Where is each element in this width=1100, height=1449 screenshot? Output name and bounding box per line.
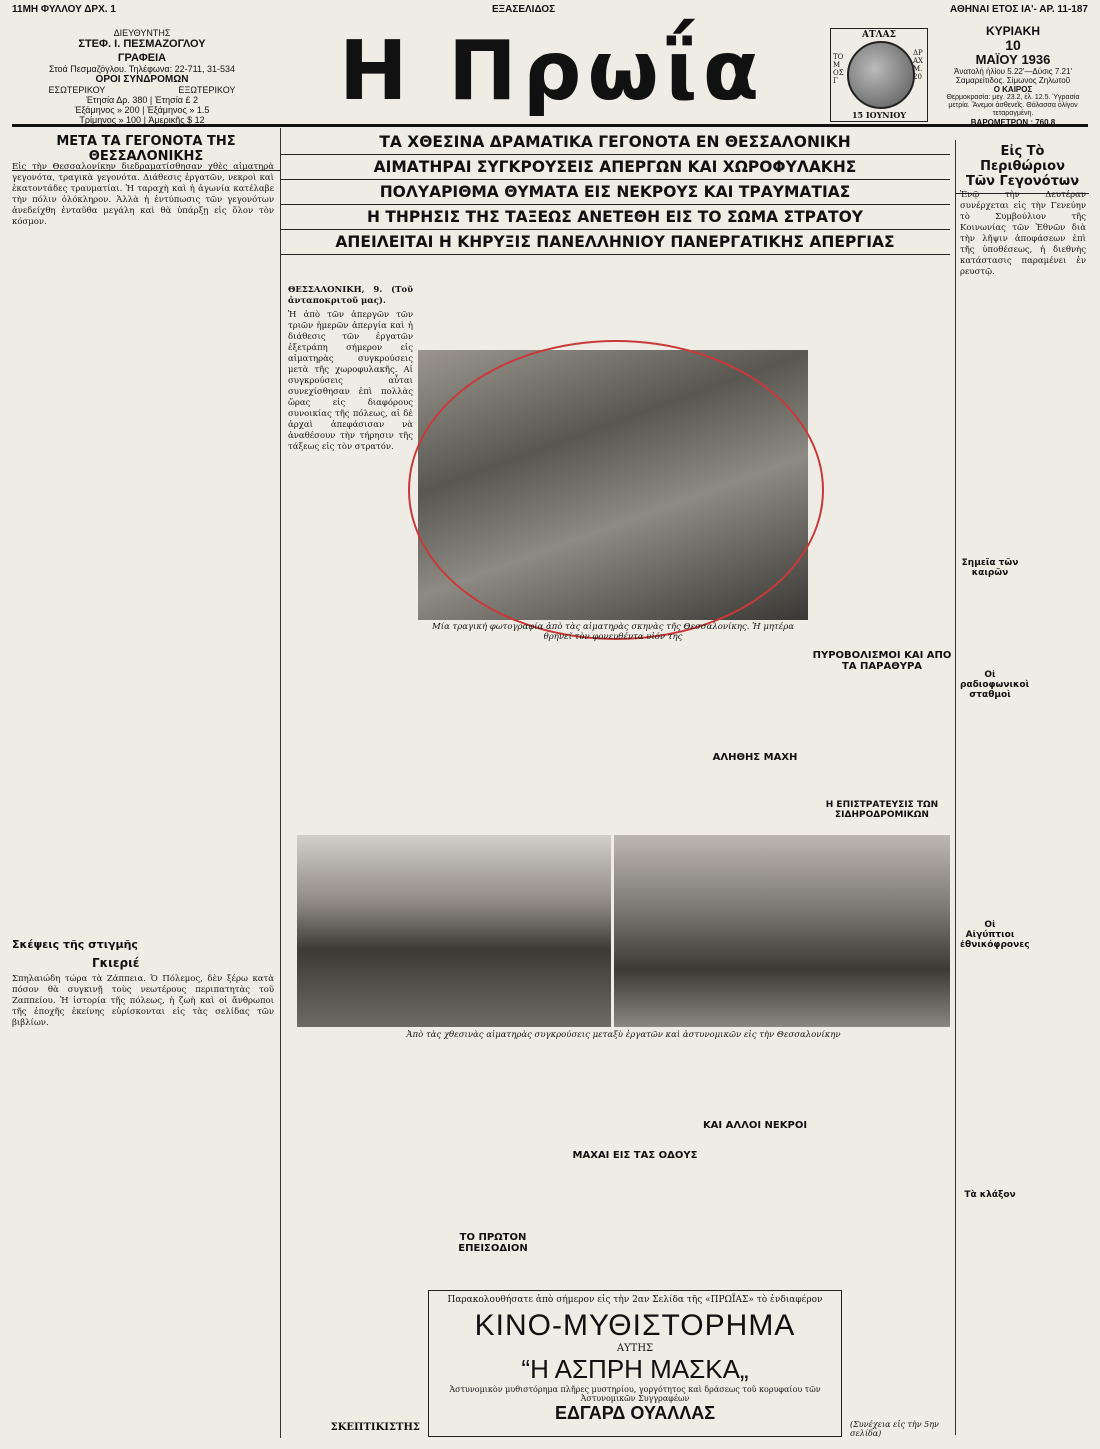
right-side-heading: Τὰ κλάξον <box>964 1190 1016 1200</box>
main-paragraph: Ἡ ἀπὸ τῶν ἀπεργῶν τῶν τριῶν ἡμερῶν ἀπεργία καὶ ἡ διάθεσις τῶν ἐργατῶν ἐξετράπη σήμερον εἰς αἱματηρὰς συγκρούσεις μετὰ τῆς χωροφυλακῆς. Αἱ συγκρούσεις αὗται συνεχίσθησαν ἐπὶ πολλὰς ὥρας εἰς διαφόρους συνοικίας τῆς πόλεως, αἱ δὲ ἀρχαὶ ἀπεφάσισαν νὰ ἀναθέσουν τὴν τήρησιν τῆς τάξεως εἰς τὸν στρατόν. <box>288 310 413 452</box>
rate-row: Ἑξάμηνος » 200 | Ἑξάμηνος » 1.5 <box>74 105 210 115</box>
issue-price: 11ΜΗ ΦΥΛΛΟΥ ΔΡΧ. 1 <box>12 4 116 15</box>
right-heading-2: Τῶν Γεγονότων <box>956 174 1089 194</box>
subscriptions-label: ΟΡΟΙ ΣΥΝΔΡΟΜΩΝ <box>95 74 189 85</box>
right-heading-1: Εἰς Τὸ Περιθώριον <box>980 144 1065 174</box>
section-heading-mobilization: Η ΕΠΙΣΤΡΑΤΕΥΣΙΣ ΤΩΝ ΣΙΔΗΡΟΔΡΟΜΙΚΩΝ <box>825 800 939 820</box>
feature-text <box>12 974 274 1424</box>
left-article-paragraph: Εἰς τὴν Θεσσαλονίκην διεδραματίσθησαν χθὲς αἱματηρὰ γεγονότα, τραγικὰ γεγονότα. Διάθεσις ἐργατῶν, νεκροὶ καὶ ἐκατοντάδες τραυματίαι. Ἡ ταραχὴ καὶ ἡ ἀγωνία κατέλαβε τὴν πόλιν ὁλόκληρον. Ἀλλὰ ἡ ἐντύπωσις τῶν γεγονότων ἀνεδείχθη ἐνταῦθα μεγάλη καὶ θὰ ὑπάρξῃ εἰς ὅλον τὸν κόσμον. <box>12 162 274 227</box>
headline: ΑΙΜΑΤΗΡΑΙ ΣΥΓΚΡΟΥΣΕΙΣ ΑΠΕΡΓΩΝ ΚΑΙ ΧΩΡΟΦΥΛΑΚΗΣ <box>280 155 950 180</box>
photos-caption: Ἀπὸ τὰς χθεσινὰς αἱματηρὰς συγκρούσεις μεταξὺ ἐργατῶν καὶ ἀστυνομικῶν εἰς τὴν Θεσσαλονίκην <box>406 1030 841 1040</box>
masthead-left-info <box>12 28 272 125</box>
feature-title: Γκιεριέ <box>92 956 140 970</box>
director-name: ΣΤΕΦ. Ι. ΠΕΣΜΑΖΟΓΛΟΥ <box>78 38 206 50</box>
right-column <box>955 140 1089 1435</box>
section-heading-street-fights: ΜΑΧΑΙ ΕΙΣ ΤΑΣ ΟΔΟΥΣ <box>572 1150 698 1161</box>
masthead-right-info <box>938 24 1088 127</box>
main-article-text <box>288 285 413 825</box>
poem-signature: ΣΚΕΠΤΙΚΙΣΤΗΣ <box>330 1422 420 1433</box>
feature-subheading: Σκέψεις τῆς στιγμῆς <box>12 938 138 951</box>
section-heading-other-dead: ΚΑΙ ΑΛΛΟΙ ΝΕΚΡΟΙ <box>702 1120 808 1131</box>
globe-right-text: ΔΡΑΧΜ. 20 <box>913 49 924 81</box>
photo-street-clash-1 <box>297 835 611 1027</box>
dateline: ΘΕΣΣΑΛΟΝΙΚΗ, 9. (Τοῦ ἀνταποκριτοῦ μας). <box>288 285 413 306</box>
rate-row: Τρίμηνος » 100 | Ἀμερικῆς $ 12 <box>79 115 205 125</box>
right-side-heading: Σημεῖα τῶν καιρῶν <box>961 558 1019 578</box>
weather-label: Ο ΚΑΙΡΟΣ <box>993 85 1033 94</box>
barometer: ΒΑΡΟΜΕΤΡΟΝ : 760.8 <box>970 118 1056 127</box>
rate-row: Ἐτησία Δρ. 380 | Ἐτησία £ 2 <box>86 95 198 105</box>
photo1-caption: Μία τραγική φωτογραφία ἀπὸ τὰς αἱματηρὰς σκηνὰς τῆς Θεσσαλονίκης. Ἡ μητέρα θρηνεῖ τὸν φονευθέντα υἱόν της <box>432 622 794 642</box>
domestic-label: ΕΣΩΤΕΡΙΚΟΥ <box>48 85 106 95</box>
offices-address: Στοά Πεσμαζόγλου. Τηλέφωνα: 22-711, 31-534 <box>48 64 236 74</box>
date-number: 10 <box>1005 37 1021 53</box>
photo-highlight-circle <box>408 340 824 640</box>
headline: ΠΟΛΥΑΡΙΘΜΑ ΘΥΜΑΤΑ ΕΙΣ ΝΕΚΡΟΥΣ ΚΑΙ ΤΡΑΥΜΑΤΙΑΣ <box>280 180 950 205</box>
globe-bottom-text: 15 ΙΟΥΝΙΟΥ <box>851 110 907 120</box>
right-side-heading: Οἱ ραδιοφωνικοὶ σταθμοὶ <box>960 670 1030 700</box>
left-heading: ΜΕΤΑ ΤΑ ΓΕΓΟΝΟΤΑ ΤΗΣ ΘΕΣΣΑΛΟΝΙΚΗΣ <box>12 128 280 171</box>
left-column <box>12 128 281 1438</box>
sun-times: Ἀνατολή ἡλίου 5.22'—Δύσις 7.21' <box>954 67 1072 76</box>
globe-top-text: ΑΤΛΑΣ <box>861 30 896 40</box>
saints-day: Σαμαρείτιδος. Σίμωνος Ζηλωτοῦ <box>955 76 1071 85</box>
ad-work-title: “Η ΑΣΠΡΗ ΜΑΣΚΑ„ <box>521 1354 749 1384</box>
ad-author: ΕΔΓΑΡΔ ΟΥΑΛΛΑΣ <box>554 1403 716 1423</box>
ad-intro: Παρακολουθήσατε ἀπὸ σήμερον εἰς τὴν 2αν Σελίδα τῆς «ΠΡΩΪΑΣ» τὸ ἐνδιαφέρον <box>447 1295 823 1305</box>
section-heading-first-incident: ΤΟ ΠΡΩΤΟΝ ΕΠΕΙΣΟΔΙΟΝ <box>458 1232 528 1254</box>
headline: ΤΑ ΧΘΕΣΙΝΑ ΔΡΑΜΑΤΙΚΑ ΓΕΓΟΝΟΤΑ ΕΝ ΘΕΣΣΑΛΟΝΙΚΗ <box>280 130 950 155</box>
atlas-globe-badge <box>830 28 928 122</box>
masthead <box>12 24 1088 127</box>
ad-description: Ἀστυνομικὸν μυθιστόρημα πλῆρες μυστηρίου, γοργότητος καὶ δράσεως τοῦ κορυφαίου τῶν Ἀστυνομικῶν Συγγραφέων <box>449 1385 821 1403</box>
main-headlines <box>280 130 950 255</box>
section-heading-gunfire: ΠΥΡΟΒΟΛΙΣΜΟΙ ΚΑΙ ΑΠΟ ΤΑ ΠΑΡΑΘΥΡΑ <box>812 650 952 672</box>
globe-icon <box>847 41 915 109</box>
top-line <box>12 4 1088 22</box>
ad-title: ΚΙΝΟ-ΜΥΘΙΣΤΟΡΗΜΑ <box>474 1309 796 1342</box>
ad-sub: ΑΥΤΗΣ <box>616 1343 654 1354</box>
weekday: ΚΥΡΙΑΚΗ <box>985 24 1040 38</box>
right-paragraph: Ἐνῷ τὴν Δευτέραν συνέρχεται εἰς τὴν Γενεύην τὸ Συμβούλιον τῆς Κοινωνίας τῶν Ἐθνῶν διὰ τὴν λῆψιν ἀποφάσεων ἐπὶ τῆς ὑποθέσεως, ἡ διεθνὴς κατάστασις παραμένει ἐν ρευστῷ. <box>960 190 1086 277</box>
left-article-text <box>12 162 274 882</box>
right-side-heading: Οἱ Αἰγύπτιοι ἐθνικόφρονες <box>960 920 1030 950</box>
foreign-label: ΕΞΩΤΕΡΙΚΟΥ <box>178 85 236 95</box>
globe-left-text: ΤΟΜΟΣ Γ <box>833 53 844 85</box>
weather-text: Θερμοκρασία: μεγ. 23.2, ἐλ. 12.5. Ὑγρασία μετρία. Ἄνεμοι ἀσθενεῖς. Θάλασσα ὀλίγον τεταραγμένη. <box>946 94 1080 117</box>
newspaper-title: Η Πρωΐα <box>338 24 766 119</box>
offices-label: ΓΡΑΦΕΙΑ <box>117 52 167 64</box>
headline: ΑΠΕΙΛΕΙΤΑΙ Η ΚΗΡΥΞΙΣ ΠΑΝΕΛΛΗΝΙΟΥ ΠΑΝΕΡΓΑΤΙΚΗΣ ΑΠΕΡΓΙΑΣ <box>280 230 950 255</box>
masthead-title-box <box>282 24 822 124</box>
serial-novel-ad <box>428 1290 842 1437</box>
ad-continued: (Συνέχεια εἰς τὴν 5ην σελίδα) <box>850 1420 939 1438</box>
issue-number: ΑΘΗΝΑΙ ΕΤΟΣ ΙΑ'- ΑΡ. 11-187 <box>950 4 1088 15</box>
photo-street-clash-2 <box>614 835 950 1027</box>
date: ΜΑΪΟΥ 1936 <box>975 52 1051 67</box>
section-heading-battle: ΑΛΗΘΗΣ ΜΑΧΗ <box>712 752 798 763</box>
headline: Η ΤΗΡΗΣΙΣ ΤΗΣ ΤΑΞΕΩΣ ΑΝΕΤΕΘΗ ΕΙΣ ΤΟ ΣΩΜΑ ΣΤΡΑΤΟΥ <box>280 205 950 230</box>
right-text <box>960 190 1086 540</box>
director-label: ΔΙΕΥΘΥΝΤΗΣ <box>113 28 171 38</box>
pages-count: ΕΞΑΣΕΛΙΔΟΣ <box>492 4 556 15</box>
feature-paragraph: Σπηλαιώδη τώρα τὰ Ζάππεια. Ὁ Πόλεμος, δὲν ξέρω κατὰ πόσον θὰ συγκινῇ τοὺς νεωτέρους περιπατητὰς τοῦ Ζαππείου. Ἡ ἱστορία τῆς πόλεως, ἡ ζωὴ καὶ οἱ ἄνθρωποι τῆς ἐποχῆς ἐκείνης εὑρίσκονται εἰς τὰς σελίδας τῶν βιβλίων. <box>12 974 274 1028</box>
